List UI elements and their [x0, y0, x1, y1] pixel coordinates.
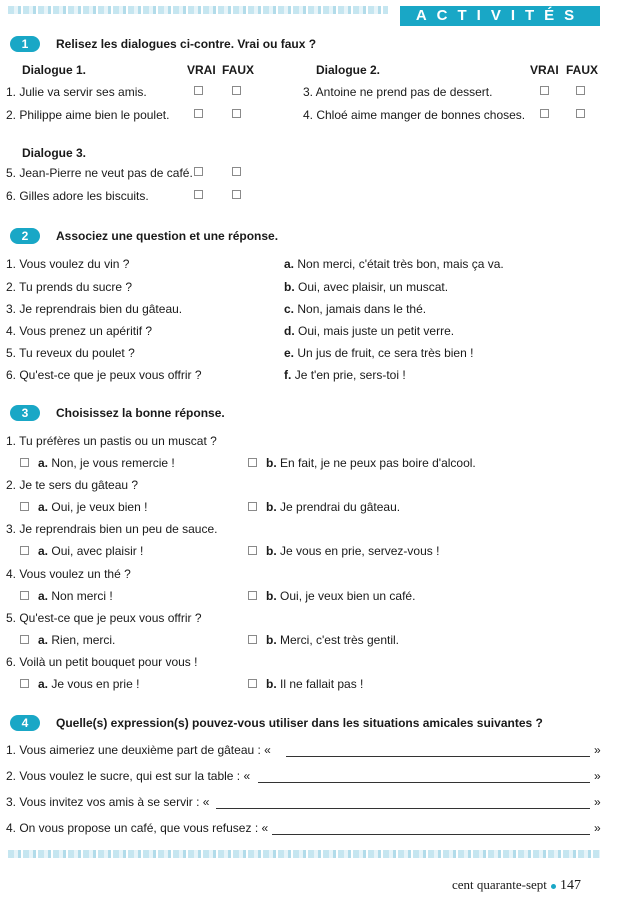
mcq-question-1: 1. Tu préfères un pastis ou un muscat ? — [6, 434, 217, 448]
option-text: Je vous en prie, servez-vous ! — [280, 544, 440, 558]
faux-checkbox-5[interactable] — [232, 167, 241, 176]
option-text: Non, je vous remercie ! — [51, 456, 175, 470]
mcq-question-6: 6. Voilà un petit bouquet pour vous ! — [6, 655, 198, 669]
option-letter: a. — [38, 456, 49, 470]
vrai-checkbox-4[interactable] — [540, 109, 549, 118]
mcq-5-option-b — [266, 633, 399, 647]
statement-5: 5. Jean-Pierre ne veut pas de café. — [6, 166, 193, 180]
exercise-number-3: 3 — [10, 405, 40, 421]
col-faux-1: FAUX — [222, 63, 255, 77]
mcq-1-checkbox-a[interactable] — [20, 458, 29, 467]
answer-f — [284, 368, 406, 382]
option-text: Je vous en prie ! — [51, 677, 140, 691]
option-letter: b. — [266, 677, 277, 691]
option-text: En fait, je ne peux pas boire d'alcool. — [280, 456, 476, 470]
situation-2: 2. Vous voulez le sucre, qui est sur la table : « — [6, 769, 251, 783]
option-text: Non merci ! — [51, 589, 113, 603]
answer-c — [284, 302, 426, 316]
mcq-6-checkbox-a[interactable] — [20, 679, 29, 688]
faux-checkbox-4[interactable] — [576, 109, 585, 118]
mcq-1-option-b — [266, 456, 476, 470]
faux-checkbox-1[interactable] — [232, 86, 241, 95]
answer-text: Un jus de fruit, ce sera très bien ! — [297, 346, 474, 360]
option-letter: b. — [266, 500, 277, 514]
mcq-2-option-a — [38, 500, 147, 514]
answer-letter: a. — [284, 257, 295, 271]
col-vrai-2: VRAI — [530, 63, 559, 77]
vrai-checkbox-5[interactable] — [194, 167, 203, 176]
option-letter: b. — [266, 456, 277, 470]
dialogue-1-title: Dialogue 1. — [22, 63, 87, 77]
answer-text: Non, jamais dans le thé. — [297, 302, 427, 316]
mcq-4-checkbox-b[interactable] — [248, 591, 257, 600]
mcq-2-option-b — [266, 500, 400, 514]
answer-d — [284, 324, 454, 338]
vrai-checkbox-1[interactable] — [194, 86, 203, 95]
situation-4: 4. On vous propose un café, que vous refusez : « — [6, 821, 269, 835]
answer-letter: f. — [284, 368, 292, 382]
statement-3: 3. Antoine ne prend pas de dessert. — [303, 85, 493, 99]
col-vrai-1: VRAI — [187, 63, 216, 77]
exercise-number-2: 2 — [10, 228, 40, 244]
question-3: 3. Je reprendrais bien du gâteau. — [6, 302, 183, 316]
option-letter: b. — [266, 589, 277, 603]
exercise-3-title: Choisissez la bonne réponse. — [56, 406, 225, 420]
mcq-5-option-a — [38, 633, 115, 647]
exercise-number-4: 4 — [10, 715, 40, 731]
option-text: Il ne fallait pas ! — [280, 677, 364, 691]
question-4: 4. Vous prenez un apéritif ? — [6, 324, 153, 338]
bottom-decorative-band — [8, 850, 600, 858]
answer-letter: b. — [284, 280, 295, 294]
answer-line-4[interactable] — [272, 834, 590, 835]
answer-line-3[interactable] — [216, 808, 590, 809]
mcq-6-option-a — [38, 677, 139, 691]
statement-4: 4. Chloé aime manger de bonnes choses. — [303, 108, 526, 122]
mcq-2-checkbox-b[interactable] — [248, 502, 257, 511]
option-letter: b. — [266, 544, 277, 558]
exercise-4-title: Quelle(s) expression(s) pouvez-vous utiliser dans les situations amicales suivantes ? — [56, 716, 543, 730]
faux-checkbox-3[interactable] — [576, 86, 585, 95]
option-text: Oui, je veux bien ! — [51, 500, 148, 514]
exercise-number-1: 1 — [10, 36, 40, 52]
vrai-checkbox-2[interactable] — [194, 109, 203, 118]
option-text: Merci, c'est très gentil. — [280, 633, 400, 647]
answer-text: Je t'en prie, sers-toi ! — [294, 368, 406, 382]
answer-letter: c. — [284, 302, 295, 316]
dialogue-3-title: Dialogue 3. — [22, 146, 87, 160]
mcq-3-checkbox-a[interactable] — [20, 546, 29, 555]
mcq-2-checkbox-a[interactable] — [20, 502, 29, 511]
answer-line-1[interactable] — [286, 756, 590, 757]
mcq-3-checkbox-b[interactable] — [248, 546, 257, 555]
dialogue-2-title: Dialogue 2. — [316, 63, 381, 77]
question-5: 5. Tu reveux du poulet ? — [6, 346, 135, 360]
situation-1: 1. Vous aimeriez une deuxième part de gâteau : « — [6, 743, 271, 757]
faux-checkbox-2[interactable] — [232, 109, 241, 118]
mcq-question-4: 4. Vous voulez un thé ? — [6, 567, 131, 581]
mcq-5-checkbox-b[interactable] — [248, 635, 257, 644]
option-letter: b. — [266, 633, 277, 647]
top-decorative-band — [8, 6, 388, 14]
page-number: 147 — [559, 878, 581, 893]
option-text: Je prendrai du gâteau. — [280, 500, 401, 514]
answer-line-2[interactable] — [258, 782, 590, 783]
mcq-question-3: 3. Je reprendrais bien un peu de sauce. — [6, 522, 218, 536]
answer-b — [284, 280, 448, 294]
mcq-3-option-a — [38, 544, 143, 558]
close-quote-4: » — [594, 821, 601, 835]
option-letter: a. — [38, 544, 49, 558]
mcq-4-option-b — [266, 589, 415, 603]
mcq-3-option-b — [266, 544, 439, 558]
answer-text: Non merci, c'était très bon, mais ça va. — [297, 257, 504, 271]
question-1: 1. Vous voulez du vin ? — [6, 257, 130, 271]
answer-letter: e. — [284, 346, 295, 360]
option-letter: a. — [38, 500, 49, 514]
option-text: Rien, merci. — [51, 633, 116, 647]
answer-e — [284, 346, 473, 360]
vrai-checkbox-3[interactable] — [540, 86, 549, 95]
option-text: Oui, je veux bien un café. — [280, 589, 416, 603]
close-quote-1: » — [594, 743, 601, 757]
bullet-dot-icon — [551, 884, 556, 889]
mcq-question-5: 5. Qu'est-ce que je peux vous offrir ? — [6, 611, 202, 625]
statement-1: 1. Julie va servir ses amis. — [6, 85, 147, 99]
faux-checkbox-6[interactable] — [232, 190, 241, 199]
close-quote-3: » — [594, 795, 601, 809]
close-quote-2: » — [594, 769, 601, 783]
question-6: 6. Qu'est-ce que je peux vous offrir ? — [6, 368, 202, 382]
mcq-4-option-a — [38, 589, 113, 603]
mcq-4-checkbox-a[interactable] — [20, 591, 29, 600]
exercise-2-title: Associez une question et une réponse. — [56, 229, 279, 243]
option-text: Oui, avec plaisir ! — [51, 544, 144, 558]
mcq-5-checkbox-a[interactable] — [20, 635, 29, 644]
mcq-6-option-b — [266, 677, 363, 691]
answer-text: Oui, mais juste un petit verre. — [298, 324, 455, 338]
situation-3: 3. Vous invitez vos amis à se servir : « — [6, 795, 210, 809]
mcq-question-2: 2. Je te sers du gâteau ? — [6, 478, 139, 492]
question-2: 2. Tu prends du sucre ? — [6, 280, 133, 294]
col-faux-2: FAUX — [566, 63, 599, 77]
mcq-6-checkbox-b[interactable] — [248, 679, 257, 688]
exercise-1-title: Relisez les dialogues ci-contre. Vrai ou faux ? — [56, 37, 317, 51]
statement-6: 6. Gilles adore les biscuits. — [6, 189, 149, 203]
mcq-1-option-a — [38, 456, 175, 470]
option-letter: a. — [38, 633, 49, 647]
option-letter: a. — [38, 677, 49, 691]
page-number-words: cent quarante-sept — [452, 877, 547, 892]
page-footer — [452, 877, 581, 894]
vrai-checkbox-6[interactable] — [194, 190, 203, 199]
answer-a — [284, 257, 504, 271]
answer-text: Oui, avec plaisir, un muscat. — [298, 280, 449, 294]
answer-letter: d. — [284, 324, 295, 338]
option-letter: a. — [38, 589, 49, 603]
statement-2: 2. Philippe aime bien le poulet. — [6, 108, 170, 122]
page-title: ACTIVITÉS — [400, 6, 600, 26]
mcq-1-checkbox-b[interactable] — [248, 458, 257, 467]
